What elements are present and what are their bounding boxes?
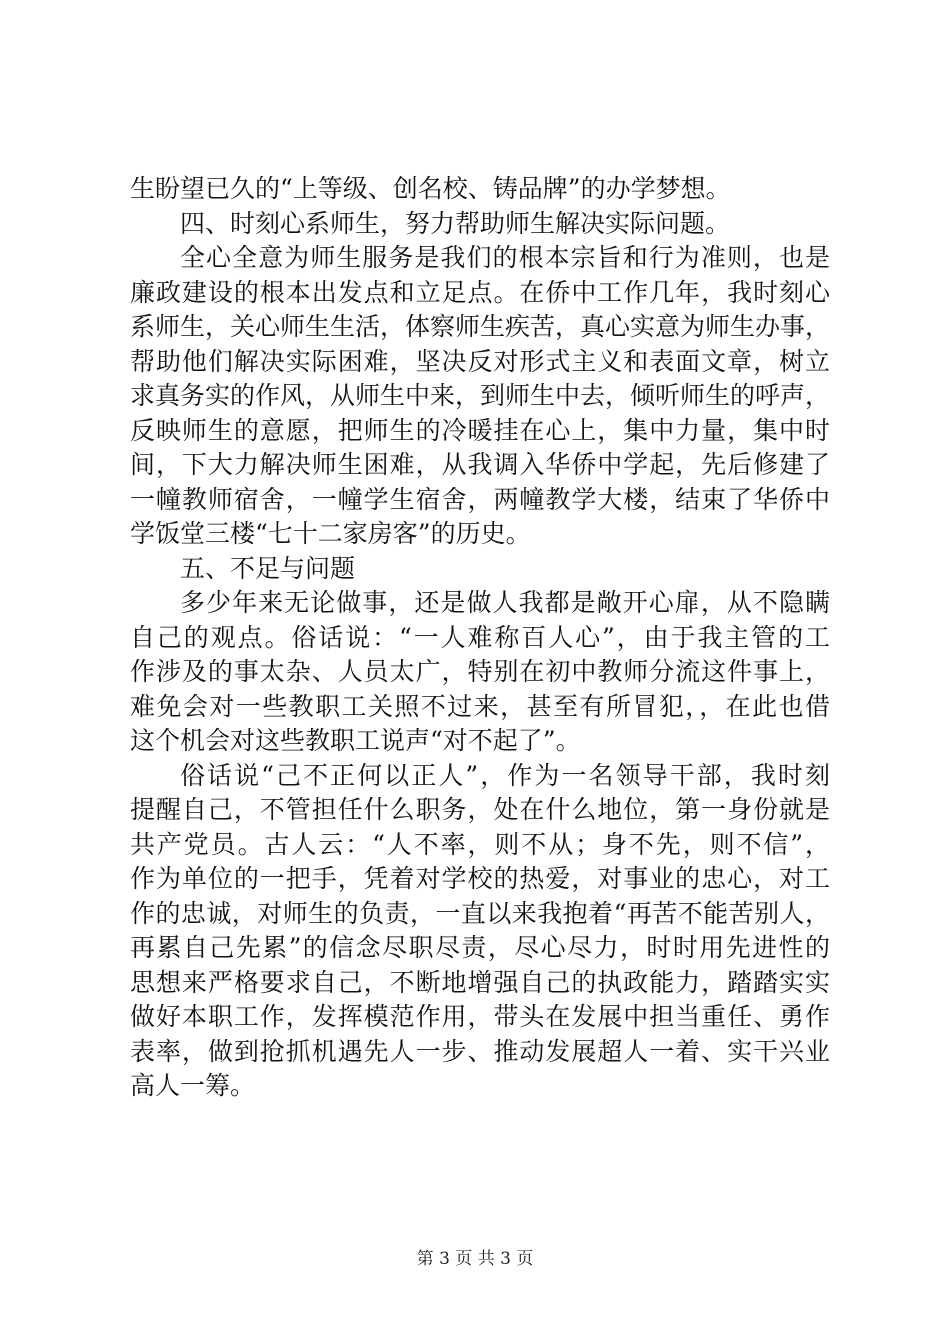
text-line: 廉政建设的根本出发点和立足点。在侨中工作几年，我时刻心	[130, 277, 830, 307]
text-line: 全心全意为师生服务是我们的根本宗旨和行为准则，也是	[180, 243, 830, 272]
text-line: 四、时刻心系师生，努力帮助师生解决实际问题。	[180, 208, 731, 238]
text-line: 高人一筹。	[130, 1071, 256, 1100]
text-line: 学饭堂三楼“七十二家房客”的历史。	[130, 519, 531, 548]
text-line: 五、不足与问题	[180, 553, 356, 583]
text-line: 帮助他们解决实际困难，坚决反对形式主义和表面文章，树立	[130, 346, 830, 376]
text-line: 作涉及的事太杂、人员太广，特别在初中教师分流这件事上，	[130, 657, 830, 686]
text-line: 提醒自己，不管担任什么职务，处在什么地位，第一身份就是	[130, 795, 830, 824]
text-line: 多少年来无论做事，还是做人我都是敞开心扉，从不隐瞒	[180, 588, 830, 617]
text-line: 反映师生的意愿，把师生的冷暖挂在心上，集中力量，集中时	[130, 415, 830, 445]
text-line: 思想来严格要求自己，不断地增强自己的执政能力，踏踏实实	[130, 967, 830, 997]
text-line: 间，下大力解决师生困难，从我调入华侨中学起，先后修建了	[130, 450, 830, 479]
text-line: 系师生，关心师生生活，体察师生疾苦，真心实意为师生办事，	[130, 312, 831, 341]
text-line: 自己的观点。俗话说：“一人难称百人心”，由于我主管的工	[130, 622, 830, 652]
text-line: 求真务实的作风，从师生中来，到师生中去，倾听师生的呼声，	[130, 381, 831, 410]
text-line: 再累自己先累”的信念尽职尽责，尽心尽力，时时用先进性的	[130, 933, 830, 962]
text-line: 生盼望已久的“上等级、创名校、铸品牌”的办学梦想。	[130, 174, 731, 203]
text-line: 共产党员。古人云：“人不率，则不从；身不先，则不信”，	[130, 829, 830, 859]
text-line: 做好本职工作，发挥模范作用，带头在发展中担当重任、勇作	[130, 1002, 830, 1031]
text-line: 一幢教师宿舍，一幢学生宿舍，两幢教学大楼，结束了华侨中	[130, 484, 830, 514]
text-line: 难免会对一些教职工关照不过来，甚至有所冒犯，，在此也借	[130, 691, 830, 721]
text-line: 作为单位的一把手，凭着对学校的热爱，对事业的忠心，对工	[130, 864, 830, 893]
document-body	[130, 172, 830, 1104]
text-line: 俗话说“己不正何以正人”，作为一名领导干部，我时刻	[180, 760, 830, 790]
text-line: 这个机会对这些教职工说声“对不起了”。	[130, 726, 581, 755]
page-footer: 第 3 页 共 3 页	[416, 1249, 534, 1269]
text-line: 表率，做到抢抓机遇先人一步、推动发展超人一着、实干兴业	[130, 1036, 830, 1066]
text-line: 作的忠诚，对师生的负责，一直以来我抱着“再苦不能苦别人，	[130, 898, 830, 928]
